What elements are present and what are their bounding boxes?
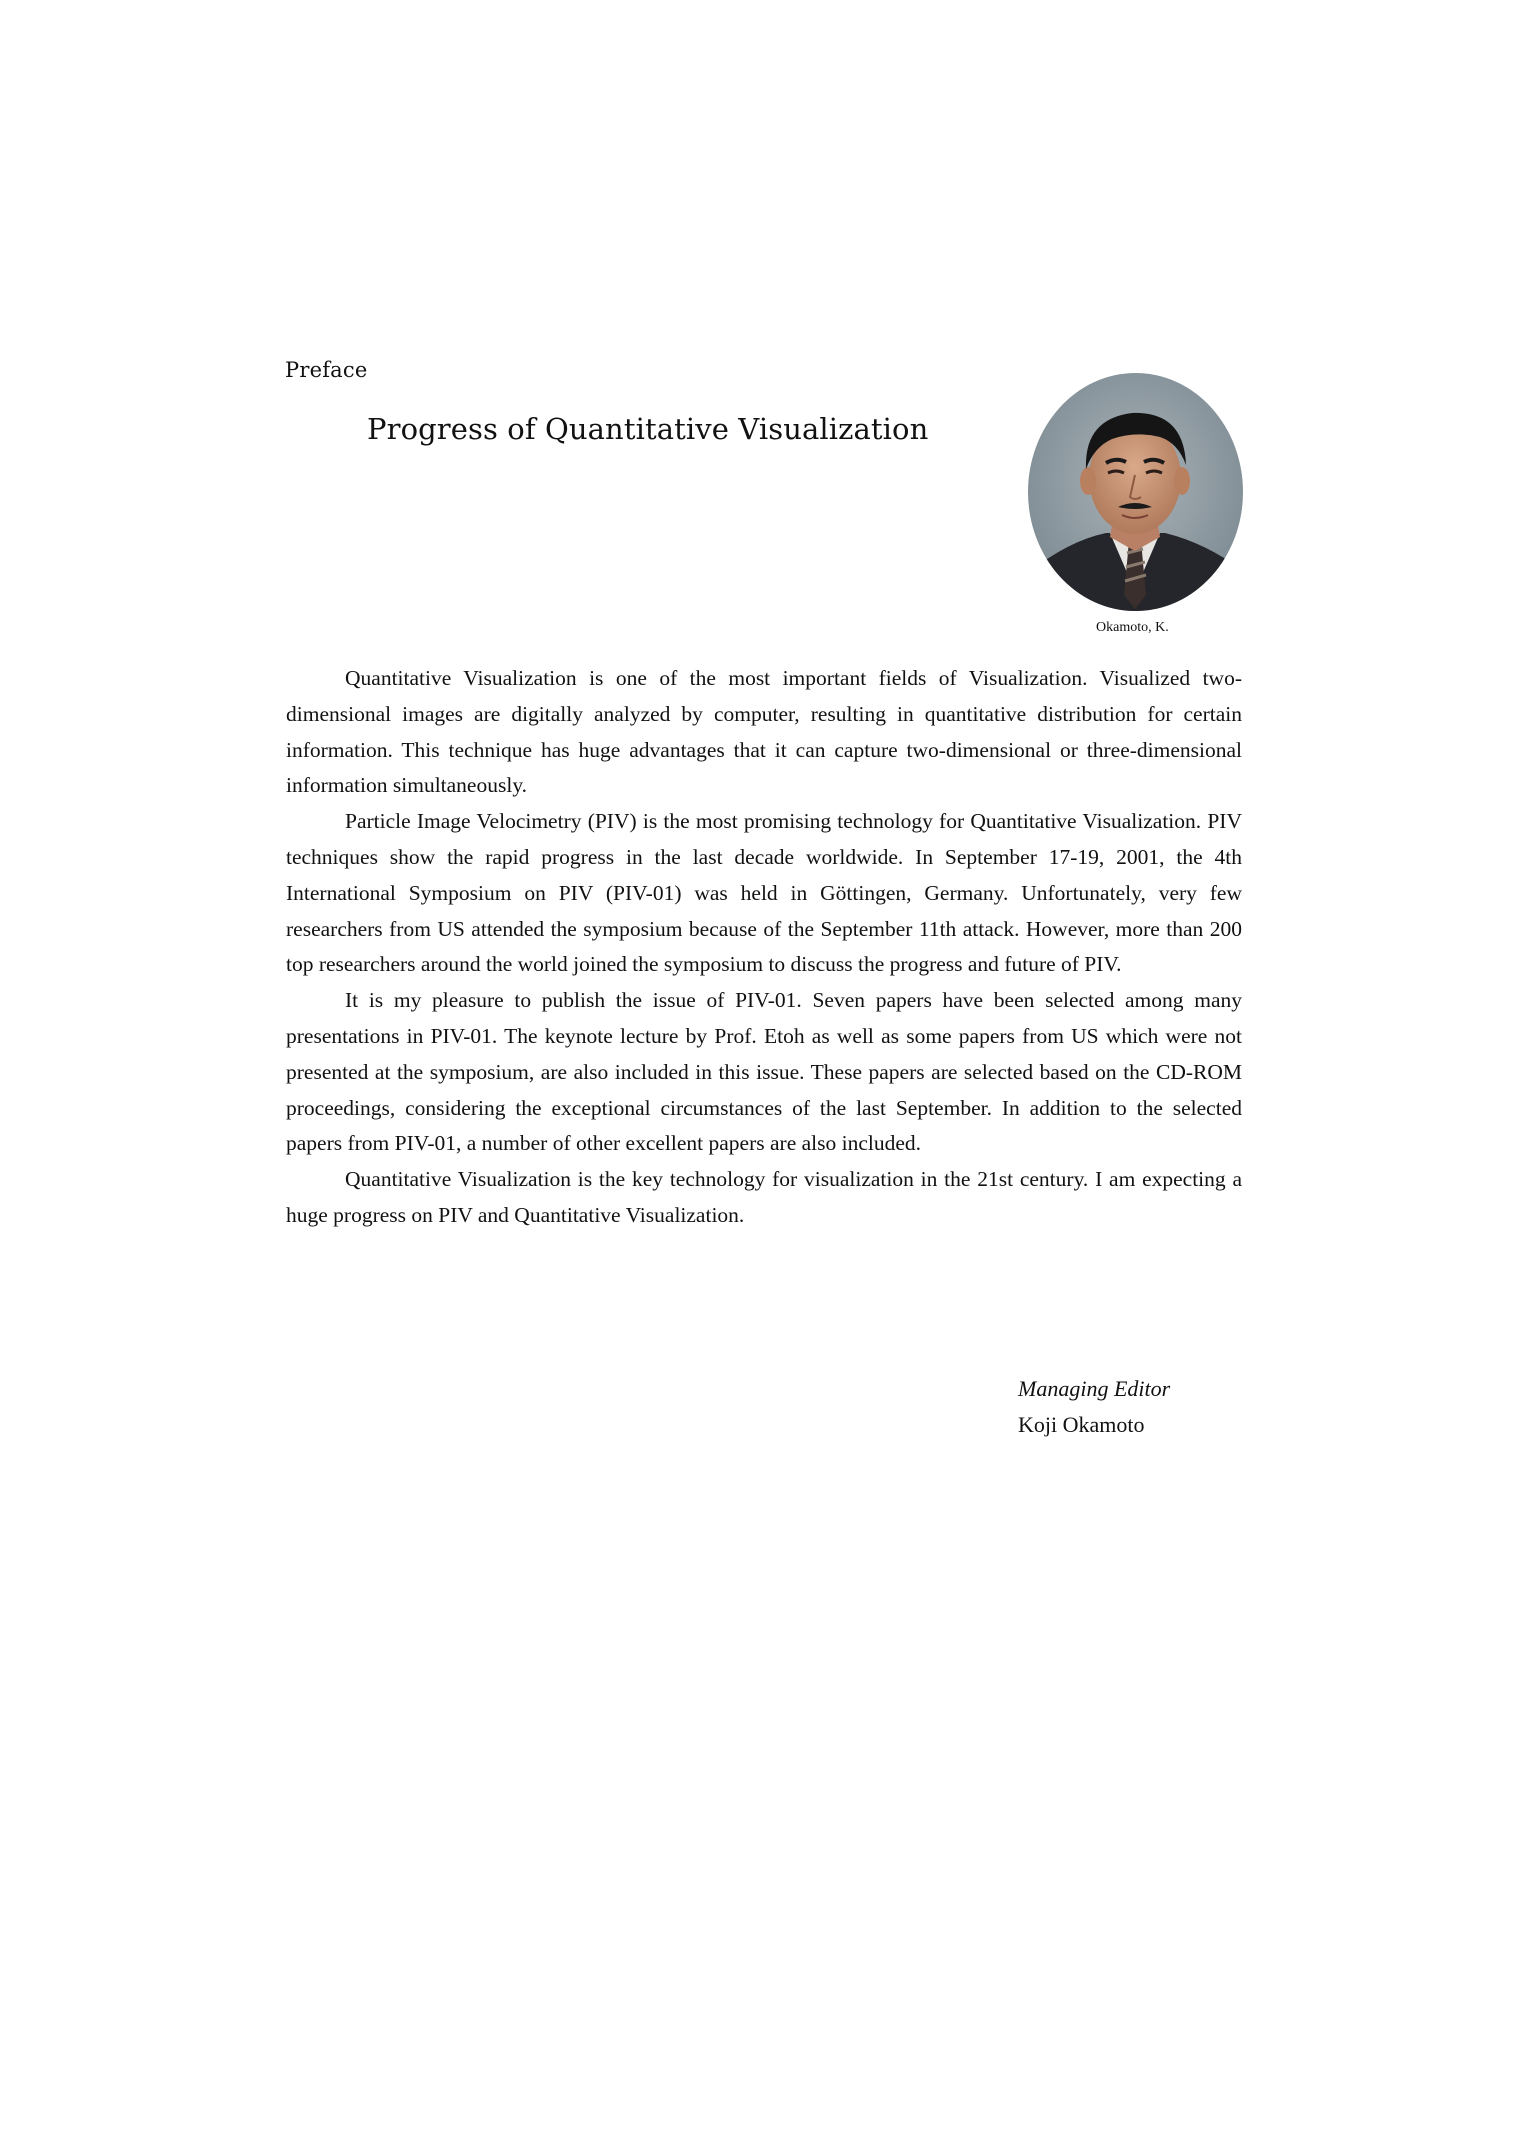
portrait-photo [1028,373,1243,611]
signature-role: Managing Editor [1018,1376,1171,1401]
portrait-caption: Okamoto, K. [1096,620,1169,635]
signature-name: Koji Okamoto [1018,1412,1145,1437]
paragraph: It is my pleasure to publish the issue of PIV-01. Seven papers have been selected among many presentations in PIV-01. The keynote lecture by Prof. Etoh as well as some papers from US which were not presented at the symposium, are also included in this issue. These papers are selected based on the CD-ROM proceedings, considering the exceptional circumstances of the last September. In addition to the selected papers from PIV-01, a number of other excellent papers are also included. [286,988,1242,1156]
signature-block [1018,1371,1170,1443]
paragraph: Quantitative Visualization is one of the most important fields of Visualization. Visualized two-dimensional images are digitally analyzed by computer, resulting in quantitative distribution for certain information. This technique has huge advantages that it can capture two-dimensional or three-dimensional information simultaneously. [286,666,1242,798]
author-portrait [1028,373,1243,611]
paragraph: Particle Image Velocimetry (PIV) is the most promising technology for Quantitative Visualization. PIV techniques show the rapid progress in the last decade worldwide. In September 17-19, 2001, the 4th International Symposium on PIV (PIV-01) was held in Göttingen, Germany. Unfortunately, very few researchers from US attended the symposium because of the September 11th attack. However, more than 200 top researchers around the world joined the symposium to discuss the progress and future of PIV. [286,809,1242,977]
section-label: Preface [285,358,368,382]
paragraph: Quantitative Visualization is the key technology for visualization in the 21st century. I am expecting a huge progress on PIV and Quantitative Visualization. [286,1167,1242,1227]
preface-body [286,661,1242,1234]
page-title: Progress of Quantitative Visualization [367,412,929,446]
